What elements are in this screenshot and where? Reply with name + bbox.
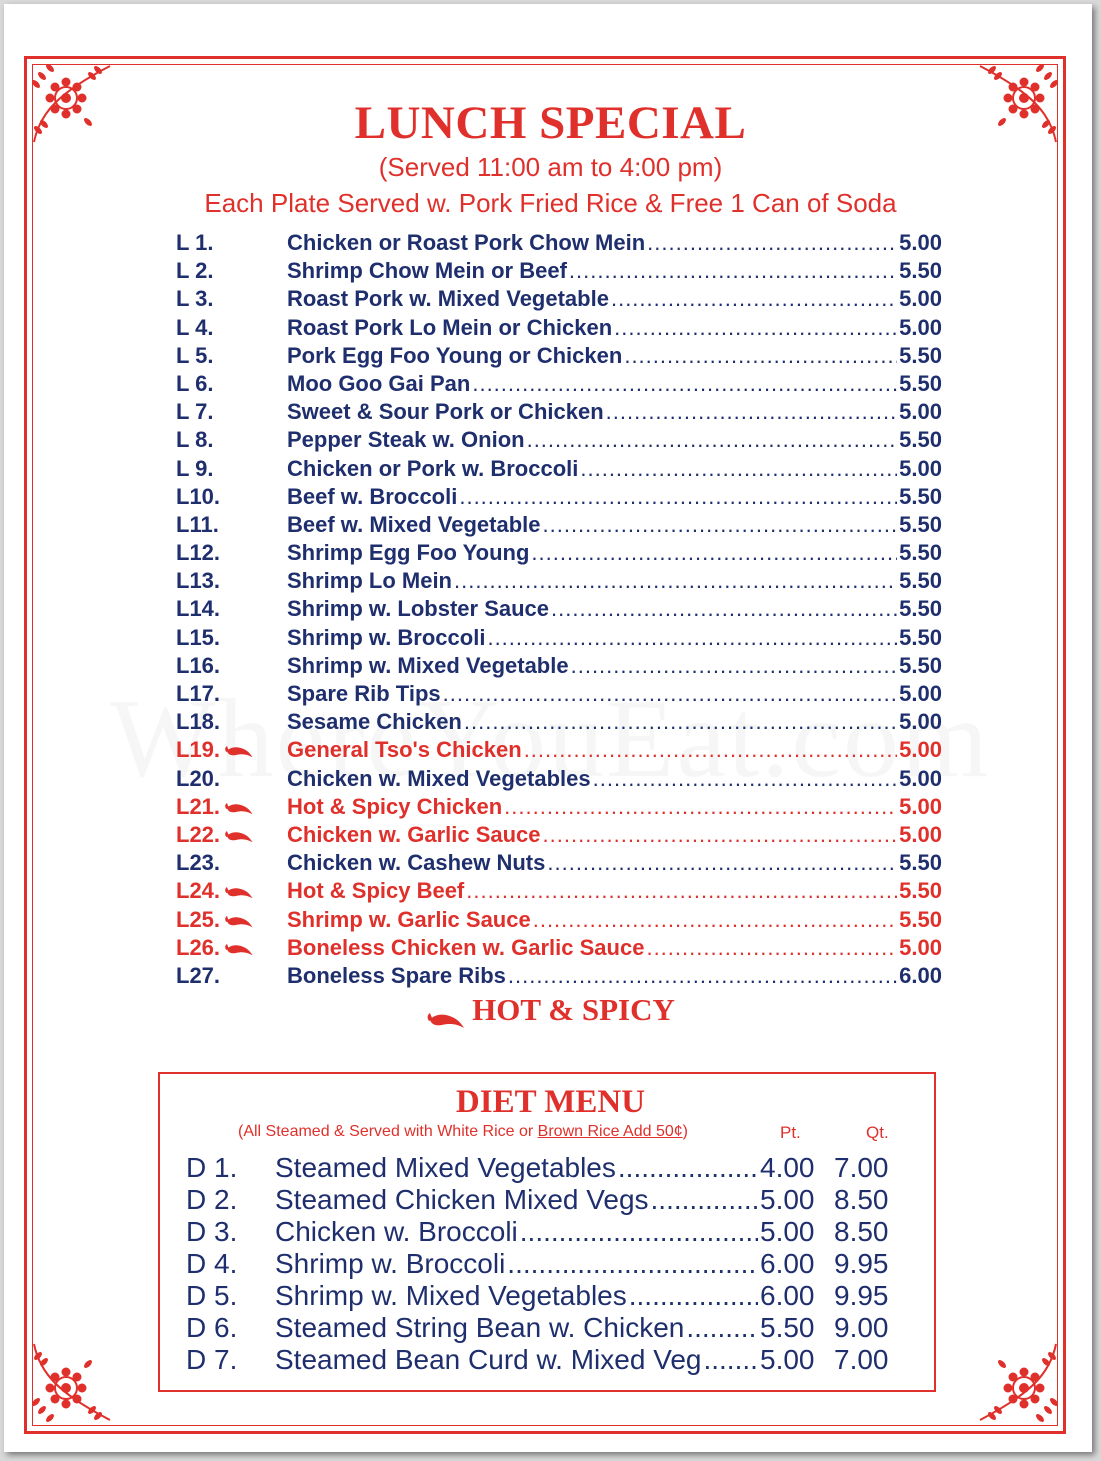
diet-note-brown-rice: Brown Rice Add 50¢ bbox=[537, 1123, 683, 1140]
dot-leader bbox=[629, 1280, 758, 1312]
item-code bbox=[176, 709, 287, 735]
item-code bbox=[176, 540, 287, 566]
hot-spicy-legend bbox=[0, 992, 1101, 1028]
item-code-text: L 7. bbox=[176, 399, 214, 425]
lunch-item-row bbox=[176, 484, 942, 512]
item-code-text: L 8. bbox=[176, 427, 214, 453]
item-price: 5.50 bbox=[899, 540, 942, 566]
item-code: D 1. bbox=[186, 1152, 238, 1183]
dot-leader bbox=[543, 822, 898, 848]
item-name: Hot & Spicy Chicken bbox=[287, 793, 503, 819]
lunch-item-row bbox=[176, 230, 942, 258]
item-name: General Tso's Chicken bbox=[287, 737, 522, 763]
item-code bbox=[176, 399, 287, 425]
item-price: 5.50 bbox=[899, 258, 942, 284]
item-code bbox=[176, 625, 287, 651]
dot-leader bbox=[533, 907, 897, 933]
item-code: D 6. bbox=[186, 1312, 238, 1343]
dot-leader bbox=[543, 512, 898, 538]
item-price: 5.00 bbox=[899, 821, 942, 847]
dot-leader bbox=[464, 709, 897, 735]
lunch-item-row bbox=[176, 286, 942, 314]
lunch-item-row bbox=[176, 878, 942, 906]
item-name: Steamed Mixed Vegetables bbox=[275, 1152, 616, 1183]
lunch-item-row bbox=[176, 456, 942, 484]
item-code bbox=[176, 371, 287, 397]
quart-price: 7.00 bbox=[834, 1344, 889, 1375]
hot-spicy-legend-label: HOT & SPICY bbox=[472, 992, 675, 1027]
item-code-text: L13. bbox=[176, 568, 221, 594]
lunch-item-row bbox=[176, 399, 942, 427]
dot-leader bbox=[571, 653, 898, 679]
item-code-text: L18. bbox=[176, 709, 221, 735]
item-name: Shrimp w. Garlic Sauce bbox=[287, 906, 531, 932]
lunch-item-row bbox=[176, 822, 942, 850]
lunch-item-row bbox=[176, 935, 942, 963]
dot-leader bbox=[507, 1248, 758, 1280]
lunch-item-row bbox=[176, 625, 942, 653]
item-name: Steamed Chicken Mixed Vegs bbox=[275, 1184, 649, 1215]
item-code: D 7. bbox=[186, 1344, 238, 1375]
item-price: 5.50 bbox=[899, 850, 942, 876]
item-name: Chicken w. Mixed Vegetables bbox=[287, 765, 591, 791]
dot-leader bbox=[686, 1312, 758, 1344]
lunch-item-row bbox=[176, 315, 942, 343]
dot-leader bbox=[614, 315, 897, 341]
item-code-text: L15. bbox=[176, 624, 221, 650]
dot-leader bbox=[508, 963, 897, 989]
page-title: LUNCH SPECIAL bbox=[354, 97, 747, 149]
item-price: 5.00 bbox=[899, 230, 942, 255]
item-code bbox=[176, 935, 287, 961]
lunch-item-row bbox=[176, 512, 942, 540]
lunch-item-row bbox=[176, 709, 942, 737]
item-name: Boneless Chicken w. Garlic Sauce bbox=[287, 934, 645, 960]
item-name: Sweet & Sour Pork or Chicken bbox=[287, 399, 604, 425]
lunch-item-row bbox=[176, 371, 942, 399]
item-price: 5.50 bbox=[899, 878, 942, 904]
quart-price: 9.95 bbox=[834, 1248, 889, 1279]
item-name: Roast Pork w. Mixed Vegetable bbox=[287, 286, 609, 312]
dot-leader bbox=[551, 596, 897, 622]
item-code-text: L10. bbox=[176, 483, 221, 509]
item-name: Shrimp w. Mixed Vegetables bbox=[275, 1280, 627, 1311]
item-code-text: L 4. bbox=[176, 314, 214, 340]
item-code-text: L20. bbox=[176, 765, 221, 791]
item-name: Spare Rib Tips bbox=[287, 681, 441, 706]
item-price: 5.00 bbox=[899, 765, 942, 791]
dot-leader bbox=[459, 484, 897, 510]
item-code-text: L 9. bbox=[176, 455, 214, 481]
diet-column-pint: Pt. bbox=[780, 1123, 801, 1142]
pint-price: 4.00 bbox=[760, 1152, 815, 1183]
item-price: 5.50 bbox=[899, 624, 942, 650]
diet-column-quart: Qt. bbox=[866, 1123, 889, 1142]
item-price: 5.00 bbox=[899, 709, 942, 735]
diet-item-row bbox=[186, 1280, 896, 1312]
item-price: 5.50 bbox=[899, 342, 942, 368]
item-price: 5.00 bbox=[899, 399, 942, 425]
item-price: 6.00 bbox=[899, 962, 942, 988]
quart-price: 9.00 bbox=[834, 1312, 889, 1343]
chili-pepper-icon bbox=[426, 1003, 466, 1023]
dot-leader bbox=[611, 286, 897, 312]
dot-leader bbox=[454, 568, 897, 594]
diet-item-row bbox=[186, 1152, 896, 1184]
item-code-text: L27. bbox=[176, 962, 221, 988]
quart-price: 9.95 bbox=[834, 1280, 889, 1311]
item-code bbox=[176, 766, 287, 792]
lunch-item-row bbox=[176, 258, 942, 286]
item-price: 5.00 bbox=[899, 934, 942, 960]
dot-leader bbox=[527, 427, 898, 453]
chili-pepper-icon bbox=[224, 825, 254, 841]
item-code-text: L26. bbox=[176, 934, 221, 960]
diet-item-row bbox=[186, 1248, 896, 1280]
lunch-item-row bbox=[176, 681, 942, 709]
dot-leader bbox=[472, 371, 897, 397]
item-name: Chicken w. Garlic Sauce bbox=[287, 821, 541, 847]
item-code-text: L16. bbox=[176, 652, 221, 678]
diet-note-prefix: (All Steamed & Served with White Rice or bbox=[238, 1123, 538, 1140]
item-name: Moo Goo Gai Pan bbox=[287, 370, 471, 396]
item-code-text: L23. bbox=[176, 850, 221, 876]
item-code bbox=[176, 427, 287, 453]
item-name: Shrimp w. Lobster Sauce bbox=[287, 596, 550, 622]
dot-leader bbox=[624, 343, 897, 369]
item-code-text: L21. bbox=[176, 793, 221, 819]
quart-price: 8.50 bbox=[834, 1216, 889, 1247]
quart-price: 8.50 bbox=[834, 1184, 889, 1215]
item-code bbox=[176, 850, 287, 876]
lunch-item-row bbox=[176, 907, 942, 935]
item-code-text: L11. bbox=[176, 511, 219, 537]
dot-leader bbox=[647, 230, 897, 256]
item-name: Steamed String Bean w. Chicken bbox=[275, 1312, 685, 1343]
diet-item-row bbox=[186, 1344, 896, 1376]
item-code-text: L12. bbox=[176, 540, 221, 566]
item-code-text: L 1. bbox=[176, 230, 214, 255]
dot-leader bbox=[466, 878, 897, 904]
item-price: 5.50 bbox=[899, 511, 942, 537]
item-price: 5.50 bbox=[899, 427, 942, 453]
item-code-text: L 5. bbox=[176, 342, 214, 368]
item-price: 5.50 bbox=[899, 652, 942, 678]
item-code: D 3. bbox=[186, 1216, 238, 1247]
item-price: 5.00 bbox=[899, 314, 942, 340]
item-price: 5.50 bbox=[899, 483, 942, 509]
item-name: Sesame Chicken bbox=[287, 709, 462, 735]
item-name: Shrimp w. Broccoli bbox=[287, 624, 486, 650]
pint-price: 6.00 bbox=[760, 1280, 815, 1311]
item-name: Shrimp Lo Mein bbox=[287, 568, 452, 594]
item-price: 5.00 bbox=[899, 793, 942, 819]
diet-menu-list bbox=[186, 1152, 896, 1376]
diet-item-row bbox=[186, 1312, 896, 1344]
item-code-text: L17. bbox=[176, 681, 221, 706]
pint-price: 5.50 bbox=[760, 1312, 815, 1343]
serving-hours: (Served 11:00 am to 4:00 pm) bbox=[378, 152, 723, 182]
item-name: Beef w. Broccoli bbox=[287, 483, 458, 509]
item-name: Shrimp Chow Mein or Beef bbox=[287, 258, 567, 284]
item-name: Steamed Bean Curd w. Mixed Veg bbox=[275, 1344, 702, 1375]
diet-menu-title: DIET MENU bbox=[455, 1084, 646, 1120]
item-code bbox=[176, 963, 287, 989]
item-code-text: L19. bbox=[176, 737, 221, 763]
item-price: 5.50 bbox=[899, 370, 942, 396]
item-code bbox=[176, 568, 287, 594]
plate-note: Each Plate Served w. Pork Fried Rice & Free 1 Can of Soda bbox=[204, 188, 897, 218]
chili-pepper-icon bbox=[224, 797, 254, 813]
lunch-item-row bbox=[176, 850, 942, 878]
item-code bbox=[176, 907, 287, 933]
dot-leader bbox=[487, 625, 897, 651]
dot-leader bbox=[569, 258, 897, 284]
dot-leader bbox=[504, 794, 897, 820]
item-name: Pork Egg Foo Young or Chicken bbox=[287, 342, 623, 368]
dot-leader bbox=[618, 1152, 758, 1184]
item-name: Chicken or Pork w. Broccoli bbox=[287, 455, 579, 481]
item-name: Roast Pork Lo Mein or Chicken bbox=[287, 314, 613, 340]
item-name: Hot & Spicy Beef bbox=[287, 878, 465, 904]
lunch-item-row bbox=[176, 794, 942, 822]
item-code bbox=[176, 794, 287, 820]
lunch-item-row bbox=[176, 427, 942, 455]
item-price: 5.00 bbox=[899, 737, 942, 763]
item-code: D 5. bbox=[186, 1280, 238, 1311]
dot-leader bbox=[580, 456, 897, 482]
lunch-item-row bbox=[176, 343, 942, 371]
item-price: 5.00 bbox=[899, 681, 942, 706]
chili-pepper-icon bbox=[224, 740, 254, 756]
diet-item-row bbox=[186, 1184, 896, 1216]
item-name: Shrimp w. Broccoli bbox=[275, 1248, 506, 1279]
floral-corner-bottom-right bbox=[976, 1340, 1060, 1424]
item-code: D 2. bbox=[186, 1184, 238, 1215]
item-price: 5.50 bbox=[899, 906, 942, 932]
item-code-text: L 3. bbox=[176, 286, 214, 312]
item-name: Shrimp Egg Foo Young bbox=[287, 540, 530, 566]
dot-leader bbox=[443, 681, 898, 707]
item-price: 5.50 bbox=[899, 568, 942, 594]
lunch-item-row bbox=[176, 737, 942, 765]
item-code-text: L22. bbox=[176, 821, 221, 847]
item-name: Boneless Spare Ribs bbox=[287, 962, 506, 988]
item-name: Chicken w. Cashew Nuts bbox=[287, 850, 546, 876]
quart-price: 7.00 bbox=[834, 1152, 889, 1183]
dot-leader bbox=[520, 1216, 758, 1248]
item-code-text: L 6. bbox=[176, 370, 214, 396]
item-code bbox=[176, 737, 287, 763]
item-name: Pepper Steak w. Onion bbox=[287, 427, 525, 453]
chili-pepper-icon bbox=[224, 938, 254, 954]
floral-corner-bottom-left bbox=[30, 1340, 114, 1424]
lunch-item-row bbox=[176, 963, 942, 991]
chili-pepper-icon bbox=[224, 881, 254, 897]
lunch-item-row bbox=[176, 766, 942, 794]
item-name: Beef w. Mixed Vegetable bbox=[287, 511, 541, 537]
item-code bbox=[176, 484, 287, 510]
item-price: 5.50 bbox=[899, 596, 942, 622]
chili-pepper-icon bbox=[224, 910, 254, 926]
dot-leader bbox=[547, 850, 897, 876]
lunch-item-row bbox=[176, 568, 942, 596]
diet-note-suffix: ) bbox=[682, 1123, 688, 1140]
item-code: D 4. bbox=[186, 1248, 238, 1279]
item-code-text: L25. bbox=[176, 906, 221, 932]
dot-leader bbox=[646, 935, 897, 961]
item-code bbox=[176, 258, 287, 284]
item-code bbox=[176, 286, 287, 312]
lunch-item-row bbox=[176, 596, 942, 624]
diet-item-row bbox=[186, 1216, 896, 1248]
pint-price: 5.00 bbox=[760, 1184, 815, 1215]
item-price: 5.00 bbox=[899, 286, 942, 312]
lunch-menu-list bbox=[176, 230, 942, 991]
item-code bbox=[176, 343, 287, 369]
lunch-item-row bbox=[176, 540, 942, 568]
item-code bbox=[176, 822, 287, 848]
item-code bbox=[176, 596, 287, 622]
item-name: Chicken w. Broccoli bbox=[275, 1216, 518, 1247]
diet-menu-note bbox=[238, 1123, 688, 1141]
pint-price: 5.00 bbox=[760, 1216, 815, 1247]
item-code-text: L 2. bbox=[176, 258, 214, 284]
dot-leader bbox=[606, 399, 898, 425]
pint-price: 5.00 bbox=[760, 1344, 815, 1375]
item-code bbox=[176, 230, 287, 256]
item-code bbox=[176, 315, 287, 341]
item-code-text: L14. bbox=[176, 596, 221, 622]
item-name: Shrimp w. Mixed Vegetable bbox=[287, 652, 569, 678]
dot-leader bbox=[703, 1344, 758, 1376]
item-code bbox=[176, 512, 287, 538]
dot-leader bbox=[531, 540, 897, 566]
lunch-item-row bbox=[176, 653, 942, 681]
dot-leader bbox=[524, 737, 897, 763]
item-code bbox=[176, 878, 287, 904]
item-code bbox=[176, 456, 287, 482]
item-code-text: L24. bbox=[176, 878, 221, 904]
item-price: 5.00 bbox=[899, 455, 942, 481]
item-name: Chicken or Roast Pork Chow Mein bbox=[287, 230, 646, 255]
dot-leader bbox=[593, 766, 898, 792]
item-code bbox=[176, 681, 287, 707]
pint-price: 6.00 bbox=[760, 1248, 815, 1279]
dot-leader bbox=[651, 1184, 758, 1216]
item-code bbox=[176, 653, 287, 679]
